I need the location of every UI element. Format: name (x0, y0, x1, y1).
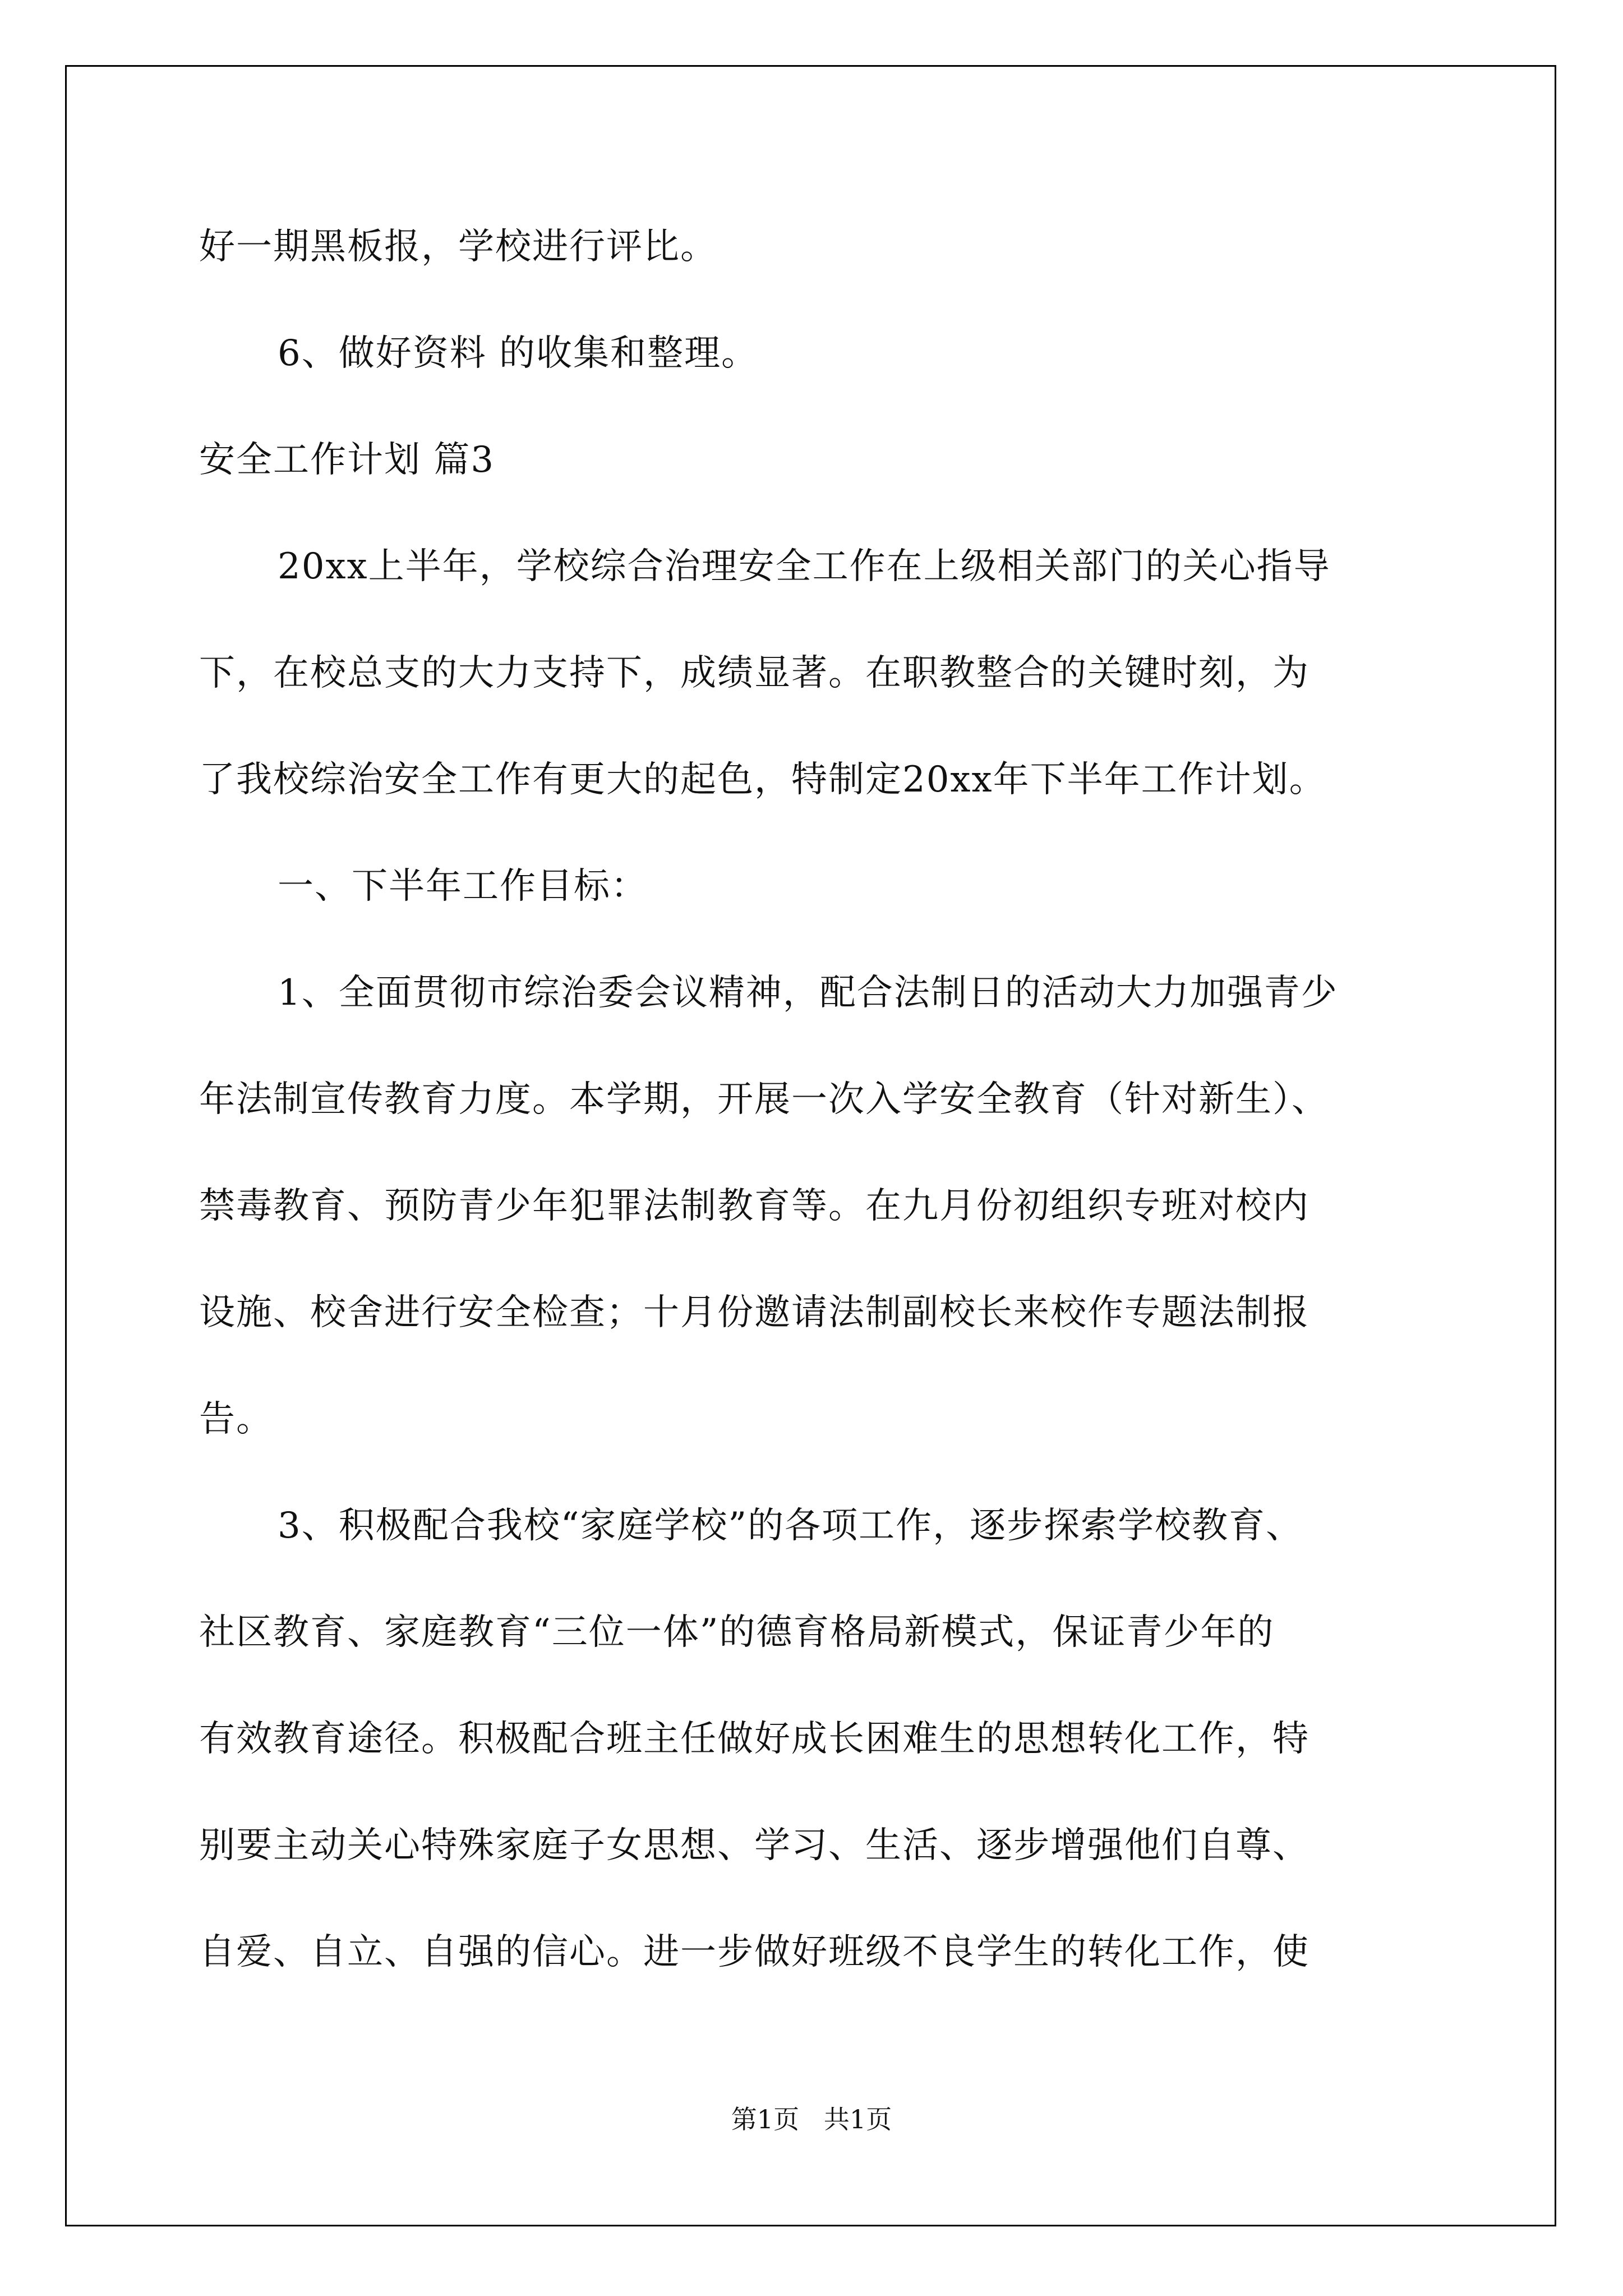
text-line: 社区教育、家庭教育“三位一体”的德育格局新模式，保证青少年的 (199, 1612, 1275, 1653)
text-line: 有效教育途径。积极配合班主任做好成长困难生的思想转化工作，特 (199, 1718, 1310, 1760)
text-line: 告。 (199, 1398, 273, 1440)
text-line: 年法制宣传教育力度。本学期，开展一次入学安全教育（针对新生）、 (199, 1079, 1329, 1120)
text-line: 禁毒教育、预防青少年犯罪法制教育等。在九月份初组织专班对校内 (199, 1185, 1310, 1227)
text-line: 设施、校舍进行安全检查；十月份邀请法制副校长来校作专题法制报 (199, 1292, 1310, 1333)
text-line: 别要主动关心特殊家庭子女思想、学习、生活、逐步增强他们自尊、 (199, 1825, 1310, 1866)
text-line: 20xx上半年，学校综合治理安全工作在上级相关部门的关心指导 (278, 546, 1331, 587)
text-line: 3、积极配合我校“家庭学校”的各项工作，逐步探索学校教育、 (278, 1505, 1303, 1547)
text-line: 6、做好资料 的收集和整理。 (278, 333, 759, 374)
page-footer: 第1页 共1页 (731, 2104, 892, 2134)
subheading: 一、下半年工作目标： (278, 866, 648, 907)
text-line: 1、全面贯彻市综治委会议精神，配合法制日的活动大力加强青少 (278, 972, 1338, 1014)
text-line: 自爱、自立、自强的信心。进一步做好班级不良学生的转化工作，使 (199, 1931, 1310, 1973)
page-border (65, 65, 1556, 2226)
text-line: 了我校综治安全工作有更大的起色，特制定20xx年下半年工作计划。 (199, 759, 1326, 800)
text-line: 下，在校总支的大力支持下，成绩显著。在职教整合的关键时刻，为 (199, 652, 1310, 694)
text-line: 好一期黑板报，学校进行评比。 (199, 226, 717, 268)
section-heading: 安全工作计划 篇3 (199, 439, 495, 481)
